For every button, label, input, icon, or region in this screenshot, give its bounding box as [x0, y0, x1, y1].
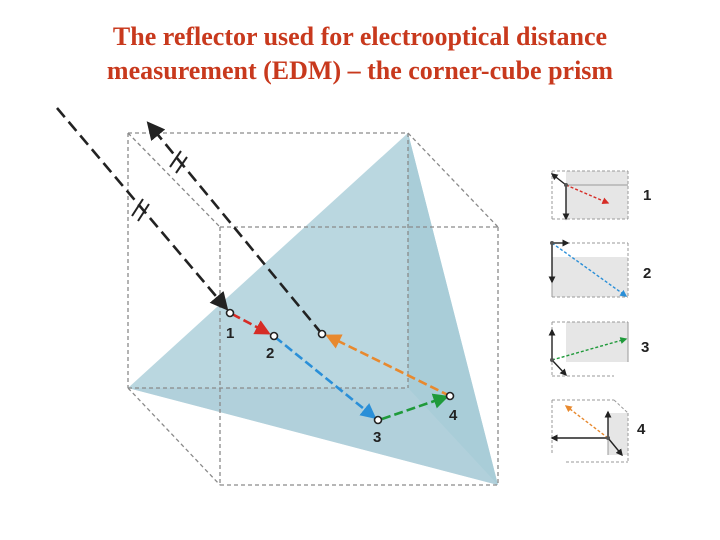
legend-label-2: 2 [643, 265, 652, 282]
reflection-point-3 [375, 417, 382, 424]
point-label-2: 2 [266, 345, 275, 362]
legend-label-1: 1 [643, 187, 652, 204]
point-label-4: 4 [449, 407, 458, 424]
point-label-1: 1 [226, 325, 235, 342]
legend-item-2 [550, 241, 651, 297]
legend-label-4: 4 [637, 421, 646, 438]
legend-label-3: 3 [641, 339, 650, 356]
reflection-point-4 [447, 393, 454, 400]
legend-item-1 [552, 171, 651, 219]
incoming-beam [57, 108, 226, 308]
prism-front-face [128, 133, 498, 485]
exit-point [319, 331, 326, 338]
reflection-point-2 [271, 333, 278, 340]
legend-item-3 [550, 322, 649, 376]
title-line-2: measurement (EDM) – the corner-cube prism [106, 56, 614, 85]
point-label-3: 3 [373, 429, 382, 446]
legend-item-4 [552, 400, 646, 462]
title-line-1: The reflector used for electrooptical distance [112, 22, 608, 51]
reflection-point-1 [227, 310, 234, 317]
